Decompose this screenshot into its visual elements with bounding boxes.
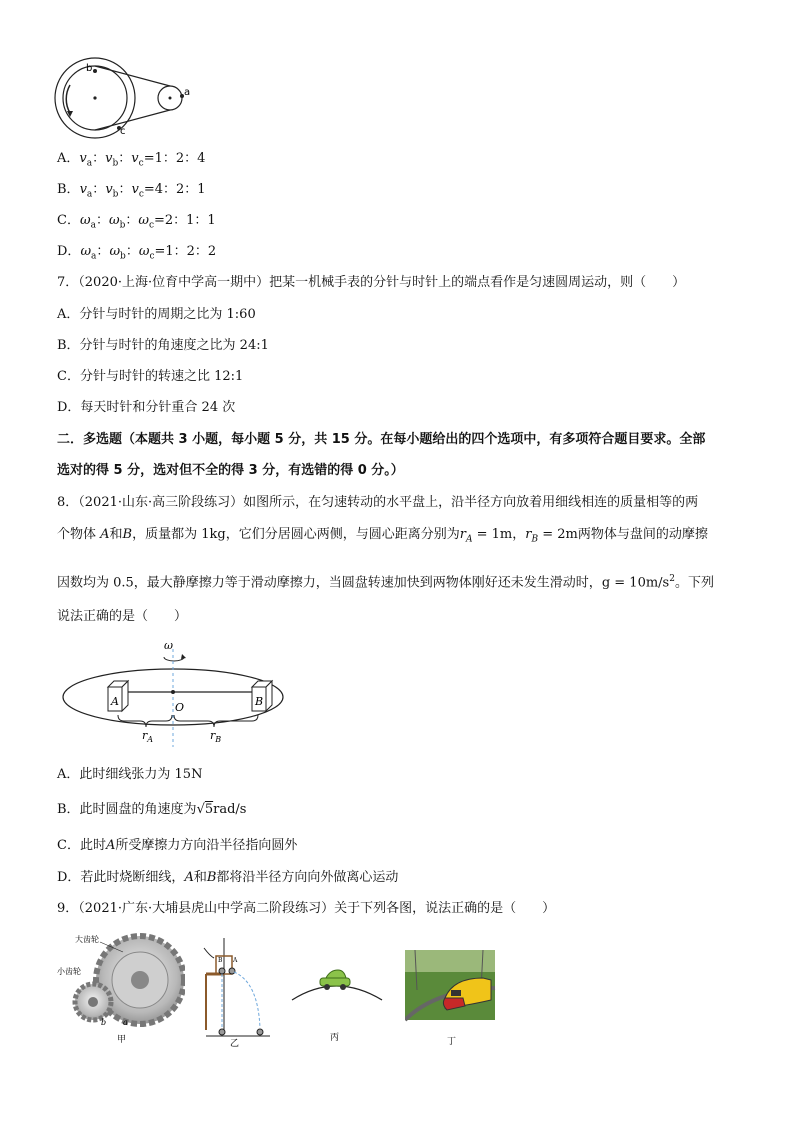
turntable-figure <box>60 635 290 750</box>
q8-option-a[interactable]: A．此时细线张力为 15N <box>57 767 203 782</box>
q8-stem-line1: 8．（2021·山东·高三阶段练习）如图所示，在匀速转动的水平盘上，沿半径方向放着用细线相连的质量相等的两 <box>57 495 699 510</box>
sqrt-sign: √ <box>196 802 205 817</box>
q9-stem: 9．（2021·广东·大埔县虎山中学高二阶段练习）关于下列各图，说法正确的是（ ） <box>57 901 556 916</box>
caption-jia: 甲 <box>117 1035 127 1045</box>
q8-stem-line4: 说法正确的是（ ） <box>57 609 188 624</box>
section-heading-line1: 二．多选题（本题共 3 小题，每小题 5 分，共 15 分。在每小题给出的四个选项中，有多项符合题目要求。全部 <box>57 432 706 447</box>
block-b <box>252 681 272 711</box>
q8-option-c[interactable]: C．此时A所受摩擦力方向沿半径指向圆外 <box>57 838 298 853</box>
q8-option-d[interactable]: D．若此时烧断细线，A和B都将沿半径方向向外做离心运动 <box>57 870 399 885</box>
big-gear-label: 大齿轮 <box>75 935 99 944</box>
q7-option-d[interactable]: D．每天时针和分针重合 24 次 <box>57 400 236 415</box>
svg-text:B: B <box>218 957 223 964</box>
svg-text:b: b <box>101 1018 107 1027</box>
ra-label: $r_A$ <box>142 729 154 744</box>
q7-option-a[interactable]: A．分针与时针的周期之比为 1:60 <box>57 307 256 322</box>
q6-option-b[interactable]: B．$v_a$：$v_b$：$v_c=4$：2：1 <box>57 182 206 200</box>
label-b: b <box>86 63 93 74</box>
block-a <box>108 681 128 711</box>
q7-stem: 7．（2020·上海·位育中学高一期中）把某一机械手表的分针与时针上的端点看作是匀速圆周运动，则（ ） <box>57 275 686 290</box>
svg-text:A: A <box>111 695 119 708</box>
q6-option-c[interactable]: C．$\omega_a$：$\omega_b$：$\omega_c=2$：1：1 <box>57 213 216 231</box>
car-icon <box>320 970 350 990</box>
q7-option-b[interactable]: B．分针与时针的角速度之比为 24:1 <box>57 338 269 353</box>
drop-figure <box>196 938 276 1048</box>
small-gear-label: 小齿轮 <box>57 967 81 976</box>
q8-stem-line2: 个物体 A和B，质量都为 1kg，它们分居圆心两侧，与圆心距离分别为$r_A = 1m$，$r_B = 2m$两物体与盘间的动摩擦 <box>57 527 708 545</box>
car-hill-figure <box>290 960 385 1045</box>
q6-option-d[interactable]: D．$\omega_a$：$\omega_b$：$\omega_c=1$：2：2 <box>57 244 217 262</box>
svg-text:A: A <box>233 957 238 964</box>
caption-yi: 乙 <box>230 1039 240 1048</box>
caption-bing: 丙 <box>330 1033 340 1043</box>
q6-option-a[interactable]: A．$v_a$：$v_b$：$v_c=1$：2：4 <box>57 151 206 169</box>
gears-figure <box>55 930 185 1045</box>
center-o-label: O <box>175 701 185 714</box>
q8-option-b[interactable]: B．此时圆盘的角速度为√5rad/s <box>57 802 247 817</box>
pulley-figure <box>50 55 200 140</box>
q8-stem-line3: 因数均为 0.5，最大静摩擦力等于滑动摩擦力，当圆盘转速加快到两物体刚好还未发生滑动时，$g = 10m/s^2$。下列 <box>57 574 714 591</box>
section-heading-line2: 选对的得 5 分，选对但不全的得 3 分，有选错的得 0 分。） <box>57 463 404 478</box>
rb-label: $r_B$ <box>210 729 222 744</box>
omega-label: ω <box>164 639 173 652</box>
caption-ding: 丁 <box>447 1037 457 1047</box>
train-photo <box>405 950 500 1050</box>
svg-text:B: B <box>255 695 264 708</box>
label-c: c <box>120 126 126 137</box>
label-a: a <box>184 87 191 98</box>
svg-text:a: a <box>123 1018 128 1027</box>
q7-option-c[interactable]: C．分针与时针的转速之比 12:1 <box>57 369 244 384</box>
